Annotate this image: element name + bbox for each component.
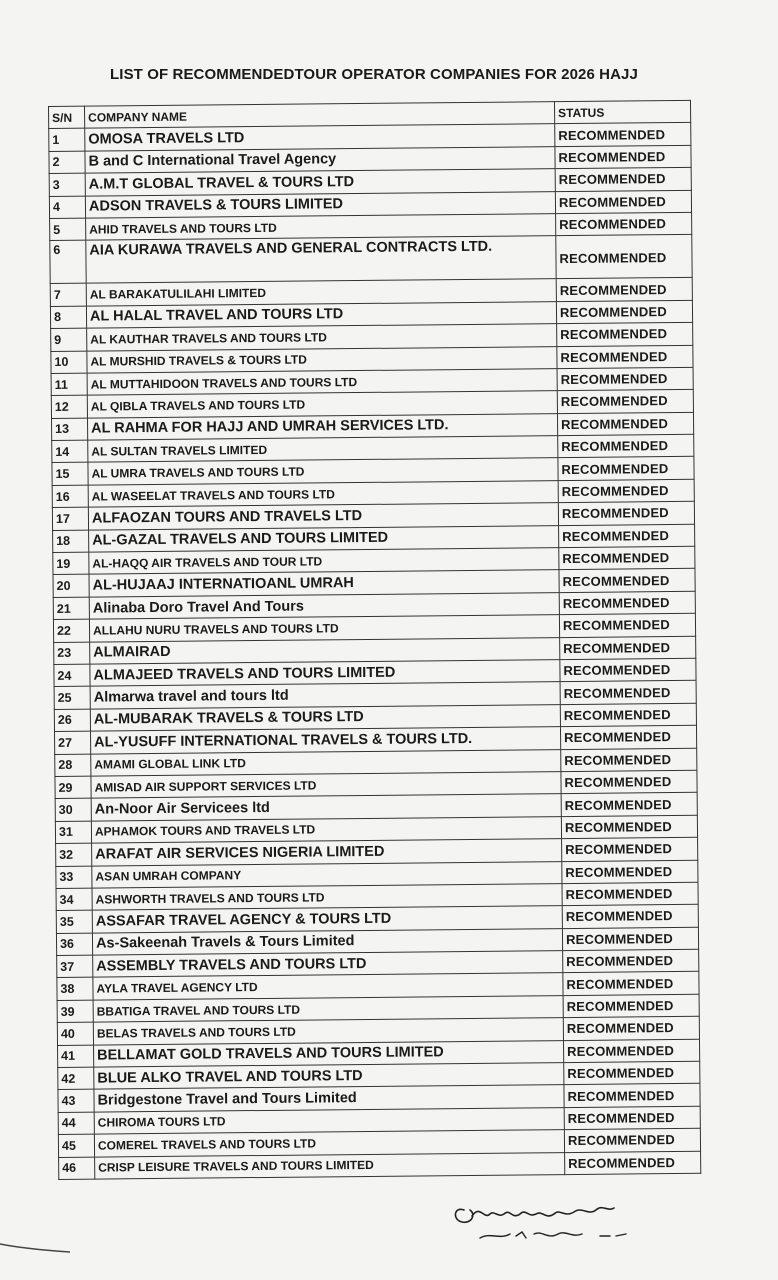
row-company-name: COMEREL TRAVELS AND TOURS LTD xyxy=(94,1130,564,1157)
row-status: RECOMMENDED xyxy=(558,502,694,526)
row-sn: 14 xyxy=(52,440,88,463)
row-sn: 37 xyxy=(57,955,93,978)
company-name-header: COMPANY NAME xyxy=(85,102,555,129)
row-status: RECOMMENDED xyxy=(557,322,693,346)
row-company-name: ASHWORTH TRAVELS AND TOURS LTD xyxy=(92,883,562,910)
row-company-name: BBATIGA TRAVEL AND TOURS LTD xyxy=(93,995,563,1022)
row-sn: 21 xyxy=(53,597,89,620)
row-status: RECOMMENDED xyxy=(560,658,696,682)
row-company-name: BELLAMAT GOLD TRAVELS AND TOURS LIMITED xyxy=(94,1040,564,1067)
row-company-name: AL-MUBARAK TRAVELS & TOURS LTD xyxy=(90,704,560,731)
row-status: RECOMMENDED xyxy=(558,457,694,481)
row-status: RECOMMENDED xyxy=(562,905,698,929)
row-company-name: AL-GAZAL TRAVELS AND TOURS LIMITED xyxy=(89,525,559,552)
row-status: RECOMMENDED xyxy=(564,1084,700,1108)
row-status: RECOMMENDED xyxy=(560,681,696,705)
row-sn: 45 xyxy=(58,1134,94,1157)
row-status: RECOMMENDED xyxy=(557,345,693,369)
row-status: RECOMMENDED xyxy=(555,168,691,192)
row-sn: 38 xyxy=(57,978,93,1001)
row-sn: 10 xyxy=(51,351,87,374)
row-sn: 3 xyxy=(49,173,85,196)
status-header: STATUS xyxy=(554,100,690,124)
row-company-name: ALMAIRAD xyxy=(90,637,560,664)
row-status: RECOMMENDED xyxy=(556,212,692,236)
row-company-name: ALFAOZAN TOURS AND TRAVELS LTD xyxy=(88,503,558,530)
row-company-name: An-Noor Air Servicees ltd xyxy=(91,794,561,821)
row-company-name: AL RAHMA FOR HAJJ AND UMRAH SERVICES LTD. xyxy=(87,413,557,440)
row-status: RECOMMENDED xyxy=(559,591,695,615)
row-company-name: AL BARAKATULILAHI LIMITED xyxy=(86,279,556,306)
row-company-name: AL UMRA TRAVELS AND TOURS LTD xyxy=(88,458,558,485)
row-sn: 33 xyxy=(56,866,92,889)
row-sn: 9 xyxy=(51,328,87,351)
row-company-name: OMOSA TRAVELS LTD xyxy=(85,124,555,151)
row-status: RECOMMENDED xyxy=(555,145,691,169)
row-sn: 7 xyxy=(50,283,86,306)
row-sn: 32 xyxy=(56,843,92,866)
row-company-name: AMISAD AIR SUPPORT SERVICES LTD xyxy=(91,772,561,799)
row-status: RECOMMENDED xyxy=(557,390,693,414)
row-company-name: AHID TRAVELS AND TOURS LTD xyxy=(86,214,556,241)
row-sn: 41 xyxy=(58,1045,94,1068)
row-sn: 24 xyxy=(54,664,90,687)
row-status: RECOMMENDED xyxy=(561,748,697,772)
row-status: RECOMMENDED xyxy=(563,972,699,996)
row-sn: 19 xyxy=(53,552,89,575)
row-company-name: AL QIBLA TRAVELS AND TOURS LTD xyxy=(87,391,557,418)
row-status: RECOMMENDED xyxy=(564,1106,700,1130)
row-company-name: AL-HUJAAJ INTERNATIOANL UMRAH xyxy=(89,570,559,597)
row-sn: 28 xyxy=(55,754,91,777)
row-status: RECOMMENDED xyxy=(564,1128,700,1152)
row-status: RECOMMENDED xyxy=(556,300,692,324)
row-sn: 20 xyxy=(53,575,89,598)
row-company-name: ALMAJEED TRAVELS AND TOURS LIMITED xyxy=(90,660,560,687)
row-sn: 2 xyxy=(49,151,85,174)
row-status: RECOMMENDED xyxy=(563,1017,699,1041)
row-company-name: APHAMOK TOURS AND TRAVELS LTD xyxy=(91,816,561,843)
row-status: RECOMMENDED xyxy=(559,546,695,570)
row-sn: 25 xyxy=(54,686,90,709)
row-sn: 18 xyxy=(53,530,89,553)
row-status: RECOMMENDED xyxy=(563,949,699,973)
row-company-name: ADSON TRAVELS & TOURS LIMITED xyxy=(85,191,555,218)
page-title: LIST OF RECOMMENDEDTOUR OPERATOR COMPANIES FOR 2026 HAJJ xyxy=(110,66,638,83)
row-company-name: AL-HAQQ AIR TRAVELS AND TOUR LTD xyxy=(89,548,559,575)
row-status: RECOMMENDED xyxy=(557,367,693,391)
row-status: RECOMMENDED xyxy=(561,770,697,794)
row-status: RECOMMENDED xyxy=(558,479,694,503)
row-status: RECOMMENDED xyxy=(559,614,695,638)
row-company-name: AL WASEELAT TRAVELS AND TOURS LTD xyxy=(88,480,558,507)
row-company-name: AIA KURAWA TRAVELS AND GENERAL CONTRACTS LTD. xyxy=(86,236,556,284)
row-company-name: CRISP LEISURE TRAVELS AND TOURS LIMITED xyxy=(95,1152,565,1179)
table-row xyxy=(59,1151,701,1180)
row-sn: 1 xyxy=(49,129,85,152)
row-status: RECOMMENDED xyxy=(562,837,698,861)
row-sn: 42 xyxy=(58,1067,94,1090)
row-status: RECOMMENDED xyxy=(563,994,699,1018)
row-status: RECOMMENDED xyxy=(560,725,696,749)
row-company-name: BLUE ALKO TRAVEL AND TOURS LTD xyxy=(94,1063,564,1090)
row-sn: 26 xyxy=(54,709,90,732)
row-sn: 40 xyxy=(57,1022,93,1045)
row-sn: 34 xyxy=(56,888,92,911)
row-status: RECOMMENDED xyxy=(560,703,696,727)
row-company-name: AYLA TRAVEL AGENCY LTD xyxy=(93,973,563,1000)
row-status: RECOMMENDED xyxy=(558,434,694,458)
sn-header: S/N xyxy=(49,106,85,129)
row-sn: 16 xyxy=(52,485,88,508)
row-status: RECOMMENDED xyxy=(562,882,698,906)
row-company-name: ASSEMBLY TRAVELS AND TOURS LTD xyxy=(93,951,563,978)
table-row xyxy=(50,235,692,284)
row-sn: 46 xyxy=(59,1157,95,1180)
row-status: RECOMMENDED xyxy=(555,123,691,147)
row-sn: 43 xyxy=(58,1090,94,1113)
row-status: RECOMMENDED xyxy=(559,569,695,593)
row-sn: 30 xyxy=(55,798,91,821)
row-status: RECOMMENDED xyxy=(556,278,692,302)
row-company-name: ARAFAT AIR SERVICES NIGERIA LIMITED xyxy=(92,839,562,866)
row-company-name: CHIROMA TOURS LTD xyxy=(94,1107,564,1134)
row-status: RECOMMENDED xyxy=(557,412,693,436)
row-sn: 31 xyxy=(55,821,91,844)
row-company-name: AMAMI GLOBAL LINK LTD xyxy=(91,749,561,776)
row-company-name: ALLAHU NURU TRAVELS AND TOURS LTD xyxy=(89,615,559,642)
row-status: RECOMMENDED xyxy=(555,190,691,214)
row-company-name: ASSAFAR TRAVEL AGENCY & TOURS LTD xyxy=(92,906,562,933)
row-company-name: AL SULTAN TRAVELS LIMITED xyxy=(88,436,558,463)
row-company-name: Alinaba Doro Travel And Tours xyxy=(89,592,559,619)
row-company-name: AL KAUTHAR TRAVELS AND TOURS LTD xyxy=(87,324,557,351)
row-company-name: Almarwa travel and tours ltd xyxy=(90,682,560,709)
row-sn: 11 xyxy=(51,373,87,396)
row-sn: 17 xyxy=(52,507,88,530)
row-company-name: AL MUTTAHIDOON TRAVELS AND TOURS LTD xyxy=(87,369,557,396)
row-company-name: A.M.T GLOBAL TRAVEL & TOURS LTD xyxy=(85,169,555,196)
row-sn: 12 xyxy=(51,395,87,418)
row-status: RECOMMENDED xyxy=(556,235,692,279)
row-sn: 29 xyxy=(55,776,91,799)
row-company-name: B and C International Travel Agency xyxy=(85,146,555,173)
row-status: RECOMMENDED xyxy=(565,1151,701,1175)
row-company-name: AL HALAL TRAVEL AND TOURS LTD xyxy=(86,301,556,328)
row-company-name: AL MURSHID TRAVELS & TOURS LTD xyxy=(87,346,557,373)
row-sn: 13 xyxy=(51,418,87,441)
row-sn: 4 xyxy=(49,196,85,219)
row-sn: 35 xyxy=(56,910,92,933)
row-company-name: As-Sakeenah Travels & Tours Limited xyxy=(92,928,562,955)
row-status: RECOMMENDED xyxy=(561,815,697,839)
row-status: RECOMMENDED xyxy=(563,1039,699,1063)
row-company-name: BELAS TRAVELS AND TOURS LTD xyxy=(93,1018,563,1045)
row-company-name: ASAN UMRAH COMPANY xyxy=(92,861,562,888)
row-sn: 44 xyxy=(58,1112,94,1135)
row-status: RECOMMENDED xyxy=(564,1061,700,1085)
row-status: RECOMMENDED xyxy=(560,636,696,660)
row-sn: 36 xyxy=(56,933,92,956)
operators-table xyxy=(48,100,701,1180)
row-sn: 39 xyxy=(57,1000,93,1023)
row-status: RECOMMENDED xyxy=(562,927,698,951)
row-status: RECOMMENDED xyxy=(559,524,695,548)
row-company-name: AL-YUSUFF INTERNATIONAL TRAVELS & TOURS LTD. xyxy=(91,727,561,754)
row-sn: 15 xyxy=(52,463,88,486)
row-sn: 27 xyxy=(55,731,91,754)
row-sn: 23 xyxy=(54,642,90,665)
page-edge-mark xyxy=(0,1236,80,1256)
row-company-name: Bridgestone Travel and Tours Limited xyxy=(94,1085,564,1112)
row-sn: 8 xyxy=(50,306,86,329)
row-sn: 22 xyxy=(53,619,89,642)
row-sn: 6 xyxy=(50,240,86,283)
row-status: RECOMMENDED xyxy=(561,793,697,817)
row-status: RECOMMENDED xyxy=(562,860,698,884)
signature xyxy=(450,1186,670,1246)
row-sn: 5 xyxy=(50,218,86,241)
